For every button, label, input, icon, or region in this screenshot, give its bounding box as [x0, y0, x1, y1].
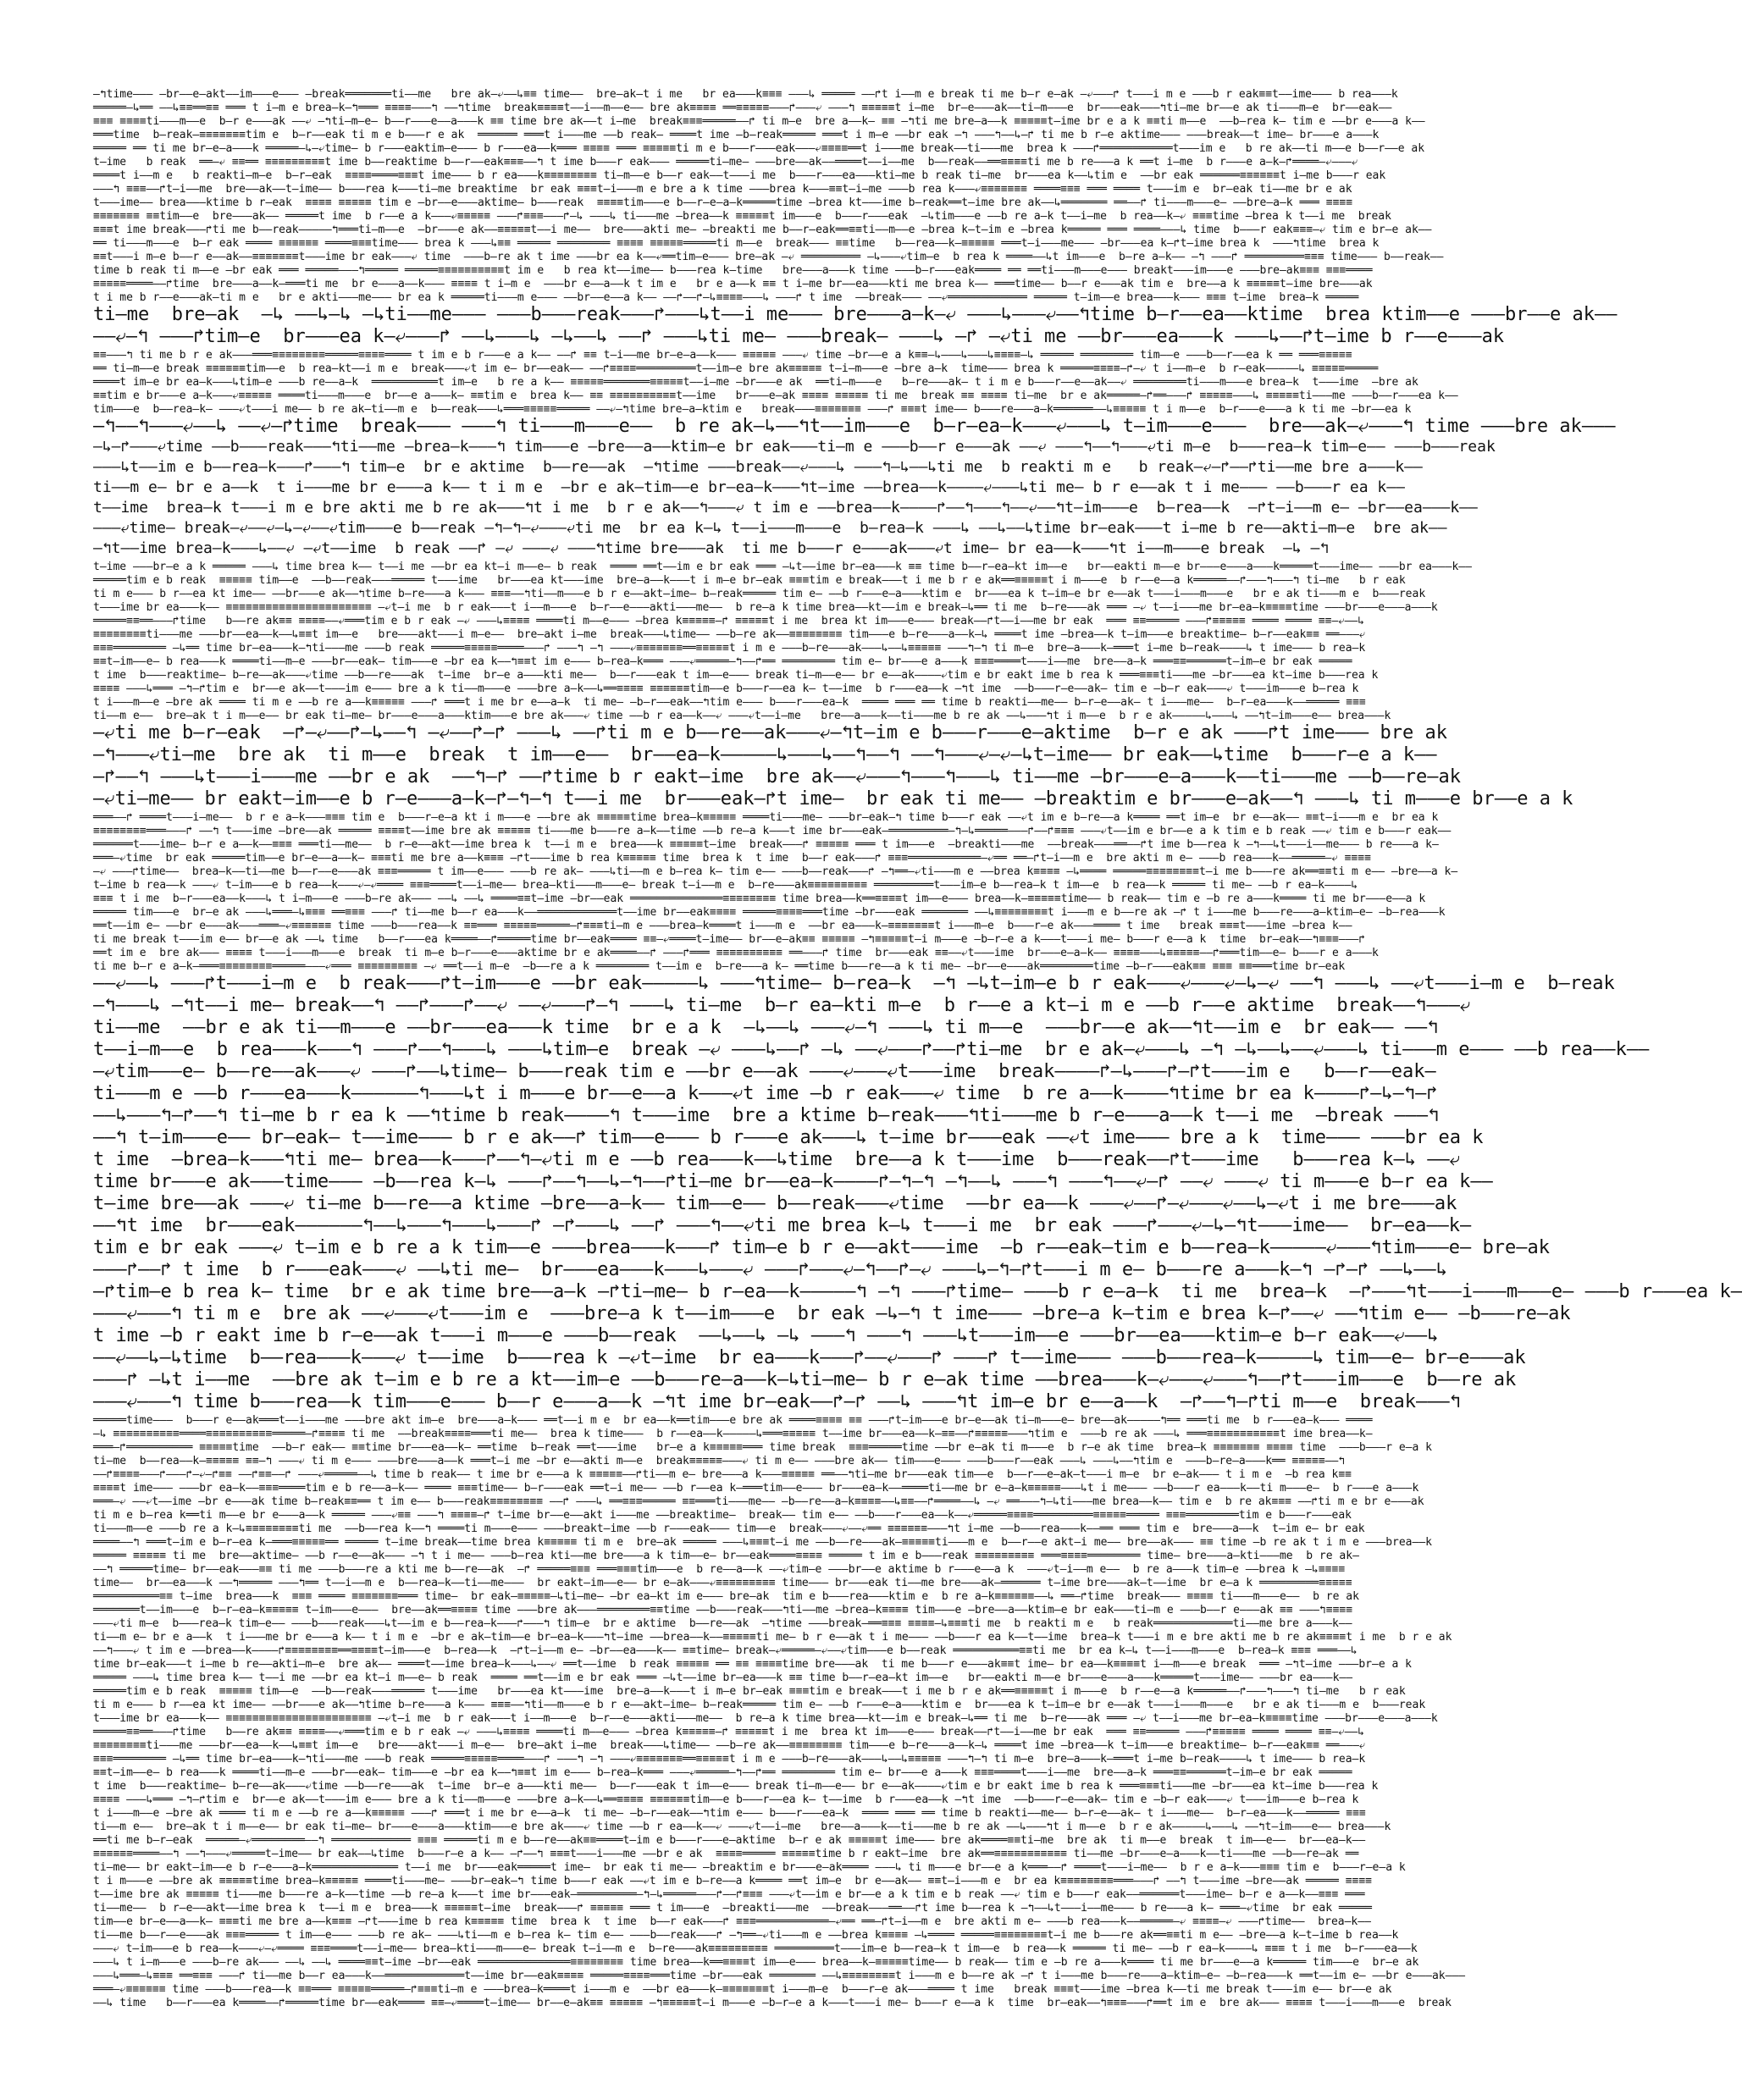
pattern-row: ——⤶——↳ ———↱t———i—m e b reak———↱t—im———e ——br eak—————↳ ———↰time— b—rea—k —↰ —↳t—im—e b r eak———⤶———⤶—↳—⤶ ——↰ ———↳ ——⤶t———i—m e b—reak	[93, 973, 1626, 994]
pattern-row: ≡≡≡════════ —↳══ time br—ea———k—↰ti———me ———b reak ═════≡≡≡≡≡════———↱ ———↰ —↰ ———⤶≡≡≡≡≡≡≡══≡≡≡≡≡t i m e ———b—re———ak———↳——↳≡≡≡≡≡ ———↰—↰ ti m—e bre—a———k—═══t i—me b—reak————↳ t ime——— b rea—k	[93, 642, 1366, 655]
pattern-row: ≡≡≡t ime break———↱ti me b——reak—————↰═══ti—m——e —br———e ak——≡≡≡≡≡t——i me—— bre———akti me— —breakti me b——r—eak══≡≡ti——m——e —brea k—t—im e —brea k═════ ═══ ════———↳ time b———r eak≡≡≡—⤶ tim e br—e ak——	[93, 224, 1432, 236]
pattern-row: ≡≡≡≡≡≡≡≡ti———me ———br——ea——k——↳≡≡t im——e bre———akt———i m—e—— bre—akt i—me break———↳time—— ——b—re ak——≡≡≡≡≡≡≡≡ tim———e b—re———a——k—↳ ════t ime —brea——k t—im———e breaktime— b—r——eak≡≡ ══———⤶	[93, 628, 1366, 641]
pattern-row: ══ ti———m———e b—r eak ════ ≡≡≡≡≡≡ ════≡≡≡time——— brea k ———↳≡≡ ═════ ════════ ≡≡≡≡ ≡≡≡≡≡═════ti m——e break——— ≡≡time b——rea——k—≡≡≡≡≡ ═══t—i———me——— —br———ea k—↱t—ime brea k ———↰time brea k	[93, 237, 1386, 250]
pattern-row: ═══—⤶ ——⤶t——ime —br e———ak time b—reak≡≡══ t im e—— b———reak≡≡≡≡≡≡≡≡ ——↱ ———↳ ══≡≡≡═════ ≡≡═══ti———me—— —b——re——a—k≡≡≡≡——↳≡≡——↱════——↳ —⤶ ══———↰—↳ti———me brea——k—— tim e b re ak≡≡≡ ——↱ti m e br e———ak	[93, 1495, 1431, 1508]
pattern-row: ti me break t———im e—— br——e ak ——↳ time b——r———ea k════——↱═════time br——eak════ ≡≡—⤶════t—ime—— br——e—ak≡≡ ≡≡≡≡≡ —↰≡≡≡≡≡t—i m———e —b—r—e a k———t———i me— b———r e——a k time br—eak——↰≡≡≡———↱	[93, 933, 1366, 946]
pattern-row: ——↳———↰—↱——↰ ti—me b r ea k ——↰time b reak————↰ t———ime bre a ktime b—reak———↰ti———me b r—e———a——k t——i me —break ———↰	[93, 1105, 1440, 1126]
pattern-row: ti—me—— br eakt—im——e b r—e———a—k═════════════ t——i me br———eak═════t ime— br eak ti me—— —breaktim e br———e—ak════ ———↳ ti m———e br——e a k═══——↱ ════t———i—me—— b r e a—k———≡≡≡ tim e b———r—e—a k	[93, 1861, 1406, 1874]
pattern-row: —↳ ≡≡≡≡≡≡≡≡≡≡════≡≡≡≡≡≡≡≡≡≡═════—↱≡≡≡≡ ti me ——break≡≡≡≡═══ti me—— brea k time——— b r——ea——k—————↳═══≡≡≡≡≡ t——ime br———ea——k—≡≡——↱≡≡≡≡≡———↰tim e ———b re ak ———↳ ═══≡≡≡≡≡≡≡≡≡≡≡t ime brea——k—	[93, 1428, 1373, 1440]
pattern-row: —↰——↰———⤶——↳ ——⤶—↱time break——— ———↰ ti———m———e—— b re ak—↳——↰t——im———e b—r—ea—k———⤶———↳ t—im———e——— bre——ak—⤶———↰ time ———bre ak———	[93, 416, 1616, 437]
pattern-row: ———⤶———↰ time b———rea——k tim———e——— b——r e———a——k —↰t ime br—eak——↱—↱ ——↳ ———↰t im—e br e——a——k —↱——↰—↱ti m——e break———↰	[93, 1391, 1461, 1412]
pattern-row: tim e br eak ———⤶ t—im e b re a k tim——e ———brea———k———↱ tim—e b r e——akt———ime —b r——eak—tim e b——rea—k—————⤶———↰tim———e— bre—ak	[93, 1237, 1551, 1258]
pattern-row: ——↰———⤶ t im e ——brea——k————↱≡≡≡≡≡≡≡≡══≡≡≡≡t—im———e b—rea——k —↱t—i——m e— —br——ea———k—— ≡≡time— break—⤶═════—⤶——⤶tim———e b——reak ══════════≡≡ti me br ea k—↳ t——i———m———e b—rea—k ≡≡≡ ═══——↳	[93, 1644, 1358, 1657]
pattern-row: ≡≡≡≡≡≡≡≡ti———me ———br——ea——k——↳≡≡t im——e bre———akt———i m—e—— bre—akt i—me break———↳time—— ——b—re ak——≡≡≡≡≡≡≡≡ tim———e b—re———a——k—↳ ════t ime —brea——k t—im———e breaktime— b—r——eak≡≡ ══———⤶	[93, 1739, 1366, 1752]
pattern-row: time br———e ak———time——— —b——rea k—↳ ———↱——↰——↳—↰——↱ti—me br——ea—k————↱—↰—↰ —↰——↳ ———↰ ———↰——⤶—↱ ——⤶ ———⤶ ti m———e b—r ea k——	[93, 1171, 1505, 1192]
pattern-row: t i———m——e —bre ak ════ ti m e ——b re a——k≡≡≡≡≡ ———↱ ═══t i me br e——a—k ti me— —b—r——eak——↰tim e——— b———r———ea—k ════ ═══ ══ time b reakti——me—— b—r—e——ak— t i———me—— b—r—ea———k——═════ ≡≡≡	[93, 1807, 1366, 1820]
pattern-row: ═════ tim———e br—e ak ———↳═══—↳≡≡≡ ══≡≡≡ ———↱ ti——me b——r ea———k——════════════t——ime br——eak≡≡≡≡ ═════≡≡≡≡═══time —br———eak ═══════ ——↳≡≡≡≡≡≡≡≡t i———m e b——re ak —↱ t i———me b———re———a—ktim—e— —b—rea———k	[93, 906, 1452, 919]
pattern-row: ≡≡≡≡ ———↳═══ —↰—↱tim e br——e ak——t———im e——— bre a k ti——m———e ———bre a—k——↳══≡≡≡≡ ≡≡≡≡≡≡tim——e b———r——ea k— t——ime b r———ea——k —↰t ime ——b———r—e——ak— tim e —b—r eak———⤶ t———im———e b—rea k	[93, 1793, 1366, 1806]
pattern-row: ══ ti—m——e break ≡≡≡≡≡≡tim——e b rea—kt——i m e break———⤶t im e— br——eak—— ——↱≡≡≡≡═════════t——im—e bre ak≡≡≡≡≡ t—i—m———e —bre a—k time——— brea k ═════≡≡≡≡—↱—⤶ t i——m—e b r—eak—————↳ ≡≡≡≡≡═════	[93, 362, 1379, 375]
pattern-row: —↰t——ime brea—k———↳——⤶ —⤶t——ime b reak ——↱ —⤶ ———⤶ ———↰time bre———ak ti me b———r e———ak———⤶t ime— br ea——k———↰t i——m———e break —↳ —↰	[93, 539, 1330, 557]
pattern-row: —↱tim—e b rea k— time br e ak time bre——a—k —↱ti—me— b r—ea——k—————↰ —↰ ———↱time— ———b r e—a—k ti me brea—k —↱———↰t———i———m———e— ———b r———ea k—	[93, 1281, 1753, 1302]
pattern-row: ti——me b——r——e———ak ≡≡≡═════ t im——e——— ———b re ak— ———↳ti——m e b—rea k— tim e—— ———b——reak———↱ —↰══—⤶ti———m e ——brea k≡≡≡≡ —↳════ ═════≡≡≡≡≡≡≡≡t—i me b———re ak══≡≡ti m e—— —bre——a k—t—ime b rea——k	[93, 1929, 1406, 1942]
pattern-row: ≡≡≡ t i me b—r———ea——k———↳ t i—m———e ———b—re ak——— ——↳ ——↳ ════≡≡t—ime —br——eak ══════════════≡≡≡≡≡≡≡≡ time brea——k══≡≡≡≡t im——e——— brea——k—≡≡≡≡≡time—— b reak—— tim e —b re a———k════ ti me br———e——a k	[93, 892, 1426, 905]
pattern-row: ti———m——e ———b re a k—↳≡≡≡≡≡≡≡≡ti me ——b——rea k——↰ ════ti m———e——— ———breakt—ime ——b r———eak——— tim——e break———⤶——⤶══ ≡≡≡≡≡≡———↰t i—me ——b———rea———k——══ ═══ tim e bre———a——k t—im e— br eak	[93, 1522, 1365, 1535]
pattern-row: t———ime—— brea———ktime b r—eak ≡≡≡≡ ≡≡≡≡≡ tim e —br——e———aktime— b———reak ≡≡≡≡tim———e b——r—e—a—k═════time —brea kt———ime b—reak══t—ime bre ak——↳═══════ ══——↱ ti———m———e— ——bre—a—k ═══ ≡≡≡≡	[93, 196, 1353, 209]
pattern-row: ≡≡≡≡≡≡≡≡═══———↱ ——↰ t———ime —bre——ak ═════ ≡≡≡≡t——ime bre ak ≡≡≡≡≡ ti———me b———re a—k——time ——b re—a k———t ime br———eak—═════════—↰—↳═════———↱——↱≡≡≡ ———⤶t——im e br——e a k tim e b reak ——⤶ tim e b———r eak——	[93, 825, 1452, 837]
pattern-row: —⤶ ———↱time—— brea—k——ti——me b——r——e———ak ≡≡≡═════ t im——e——— ———b re ak— ———↳ti——m e b—rea k— tim e—— ———b——reak———↱ —↰══—⤶ti———m e ——brea k≡≡≡≡ —↳════ ═════≡≡≡≡≡≡≡≡t—i me b———re ak══≡≡ti m e—— —bre——a k—	[93, 865, 1458, 878]
pattern-row: ———↳t——im e b——rea—k———↱———↰ tim—e br e aktime b——re——ak —↰time ———break——⤶———↳ ———↰—↳——↳ti me b reakti m e b reak—⤶—↱——↱ti——me bre a———k——	[93, 458, 1432, 476]
pattern-row: ════t i——m e b reakti—m—e b—r—eak ≡≡≡≡════≡≡≡t ime——— b r ea———k≡≡≡≡≡≡≡≡ ti—m——e b——r eak——t———i me b———r———ea———kti—me b reak ti—me br———ea k——↳tim e ——br eak ══════≡≡≡≡≡≡t i—me b———r eak	[93, 169, 1386, 182]
pattern-row: ═══time b—reak—≡≡≡≡≡≡≡tim e b—r——eak ti m e b———r e ak ══════ ═══t i———me ——b reak— ════t ime —b—reak═════ ═══t i m—e ——br eak —↰ ———↰——↳—↱ ti me b r—e aktime——— ———break——t ime— br———e a———k	[93, 129, 1386, 141]
pattern-row: ════——↰ ═══t—im e b—r—ea k—═══≡≡≡≡≡══ ═════ t—ime break——time brea k≡≡≡≡≡ ti m e bre—ak ═════ ———↳≡≡≡t—i me ——b——re———ak—≡≡≡≡≡ti———m e b——r——e akt—i me—— bre——ak——— ≡≡ time —b re ak t i m e ———brea——k	[93, 1536, 1432, 1549]
pattern-row: ══ti me b—r—eak ═════—⤶════════——↰ ════════════ ≡≡≡ ═════ti m e b——re——ak≡≡════t—im e b———r———e—aktime b—r e ak ≡≡≡≡≡t ime——— bre ak════≡≡ti—me bre ak ti m——e break t im——e—— br——ea—k——	[93, 1834, 1366, 1847]
pattern-row: ti m e——— b r——ea kt ime—— ——br———e ak——↰time b—re———a k——— ≡≡≡——↰ti——m———e b r e——akt—ime— b—reak═════ tim e— ——b r———e—a———ktim e br———ea k t—im—e br e——ak t———i———m———e br e ak ti———m e b———reak	[93, 1699, 1426, 1711]
pattern-row: ti———m e ——b r———ea———k——————↰———↳t i m———e br——e——a k———⤶t ime —b r eak———⤶ time b re a——k————↰time br ea k————↱—↳—↰—↱	[93, 1083, 1438, 1104]
pattern-row: ——⤶—↰ ———↱tim—e br———ea k—⤶———↱ ——↳———↳ —↳——↳ ——↱ ———↳ti me— ———break— ———↳ —↱ —⤶ti me ——br———ea———k ———↳——↱t—ime b r——e———ak	[93, 326, 1505, 347]
pattern-row: ═════≡≡══———↱time b——re ak≡≡ ≡≡≡≡——⤶═══tim e b r eak —⤶ ———↳≡≡≡≡ ════ti m——e——— —brea k≡≡≡≡≡—↱ ≡≡≡≡≡t i me brea kt im———e——— break——↱t——i——me br eak ═══ ≡≡═════ ———↱≡≡≡≡≡ ════ ════ ≡≡—⤶——↳	[93, 1726, 1371, 1738]
pattern-row: —↰———⤶ti—me bre ak ti m——e break t im——e—— br——ea—k—————↳———↳——↰——↰ ——↰———⤶—⤶—↳t—ime—— br eak——↳time b———r—e a k——	[93, 744, 1448, 765]
pattern-row: ti——m e—— bre—ak t i m——e—— br eak ti—me— br———e———a———ktim———e bre ak———⤶ time ——b r ea——k——⤶ ———⤶t——i—me bre——a———k——ti———me b re ak ——↳———↰t i m——e b r e ak—————↳———↳ ——↰t—im———e—— brea———k	[93, 710, 1398, 722]
pattern-row: t ime —b r eakt ime b r—e——ak t———i m———e ———b——reak ——↳——↳ —↳ ———↰ ———↰ ———↳t———im——e ———br——ea———ktim—e b—r eak——⤶——↳	[93, 1325, 1439, 1346]
pattern-row: t——ime bre ak ≡≡≡≡≡ ti———me b———re a—k——time ——b re—a k———t ime br———eak—═════════—↰—↳═════———↱——↱≡≡≡ ———⤶t——im e br——e a k tim e b reak ——⤶ tim e b———r eak——══════t———ime— b—r e a——k——≡≡≡ ═══	[93, 1888, 1365, 1901]
pattern-row: t—ime b rea——k ———⤶ t—im———e b rea——k———⤶—⤶════ ≡≡≡════t——i—me—— brea—kti———m———e— break t—i——m e b—re———ak≡≡≡≡≡≡≡≡≡ ═════════t———im—e b——rea—k t im——e b rea——k ═════ ti me— ——b r ea—k————↳	[93, 879, 1365, 892]
pattern-row: t—ime ———br—e a k ═════ ———↳ time brea k—— t——i me ——br ea kt—i m——e— b reak ════ ══t——im e br eak ═══ —↳t——ime br—ea———k ≡≡ time b——r—ea—kt im——e br——eakti m——e br———e———a———k═════t———ime—— ———br ea———k——	[93, 561, 1479, 573]
pattern-row: ——↰ t—im———e—— br—eak— t——ime——— b r e ak——↱ tim——e——— b r———e ak———↳ t—ime br———eak ——⤶t ime——— bre a k time——— ———br ea k	[93, 1127, 1495, 1148]
pattern-row: ≡≡t———i m—e b——r e——ak——≡≡≡≡≡≡≡t———ime br eak———⤶ time ———b—re ak t ime ———br ea k——⤶══tim—e——— bre—ak —⤶ ═════════ —↳———⤶tim—e b rea k ════——↳t im———e b—re a—k—— —↰ ———↱ ═════════≡≡≡ time——— b——reak——	[93, 251, 1451, 263]
pattern-row: ≡≡≡≡≡≡════——↰ ——↰———⤶═════t—ime—— br eak——↳time b———r—e a k—— —↱——↰ ≡≡≡t———i———me ——br e ak ≡≡≡≡═════ ≡≡≡≡≡time b r eakt—ime bre ak══≡≡≡≡≡≡≡≡≡≡≡ ti——me —br———e—a———k——ti———me ——b——re—ak ══	[93, 1848, 1359, 1860]
pattern-row: ———⤶ti m—e b———rea—k tim—e—— ———b———reak———↳t——im e b——rea—k———↱———↰ tim—e br e aktime b——re——ak —↰time ———break—══≡≡≡ ≡≡≡≡—↳≡≡≡ti me b reakti m e b reak════════════ti——me bre a———k——	[93, 1617, 1359, 1630]
pattern-row: t—ime b reak ══—⤶ ≡≡══ ≡≡≡≡≡≡≡≡≡t ime b——reaktime b——r——eak≡≡≡——↰ t ime b———r eak——— ═════ti—me— ———bre——ak——════t——i——me b——reak——══≡≡≡≡ti me b re———a k ══t i—me b r———e a—k—↱════—⤶———⤶	[93, 156, 1358, 169]
pattern-row: —⤶ti—me—— br eakt—im——e b r—e———a—k—↱—↰—↰ t——i me br———eak—↱t ime— br eak ti me—— —breaktim e br———e—ak——↰ ———↳ ti m———e br——e a k	[93, 788, 1573, 810]
pattern-row: —↳—↱———⤶time ——b———reak———↰ti——me —brea—k———↰ tim———e —bre——a——ktim—e br eak———ti—m e ———b——r e———ak ——⤶ ———↰——↰———⤶ti m—e b———rea—k tim—e—— ———b———reak	[93, 438, 1496, 456]
pattern-row: ——↰ ═════time— br——eak———≡≡ ti me ———b———re a kti me b——re——ak —↱ ═════≡≡≡ ═══≡≡≡tim———e b re——a——k ——⤶tim—e ———br——e aktime b r———e——a k ———⤶t—i——m e—— b re a———k tim—e ——brea k —↳≡≡≡≡	[93, 1563, 1352, 1576]
pattern-row: ══════════≡≡ t—ime brea———k ≡≡≡ ════ ≡≡≡≡≡≡≡═══ time— br eak—≡≡≡≡≡—↳ti—me— —br ea—kt im e——— bre—ak tim e b———rea———ktim e b re a—k≡≡≡≡≡≡——↳ ══—↱time break——— ≡≡≡≡ ti———m———e—— b re ak	[93, 1590, 1359, 1603]
pattern-row: ———↰ ≡≡≡——↱t—i——me bre——ak——t—ime—— b———rea k———ti—me breaktime br eak ≡≡≡t—i———m e bre a k time ———brea k———≡≡t—i—me ———b rea k———⤶≡≡≡≡≡≡≡ ════≡≡≡ ═══ ════ t———im e br—eak ti——me br e ak	[93, 183, 1359, 196]
pattern-row: ti——m e—— bre—ak t i m——e—— br eak ti—me— br———e———a———ktim———e bre ak———⤶ time ——b r ea——k——⤶ ———⤶t——i—me bre——a———k——ti———me b re ak ——↳———↰t i m——e b r e ak—————↳———↳ ——↰t—im———e—— brea———k	[93, 1821, 1398, 1833]
pattern-row: ══t im e bre ak——— ≡≡≡≡ t———i———m———e break ti m—e b—r———e———aktime br e ak════——↱ ———↱═══ ≡≡≡≡≡≡≡≡≡≡ ══———↱ time br———eak ≡≡——⤶t———ime br———e—a—k—— ≡≡≡≡———↳≡≡≡≡≡——↱═══tim——e— b———r e a———k	[93, 947, 1385, 959]
pattern-row: —⤶tim———e— b——re——ak———⤶ ———↱——↳time— b———reak tim e ——br e——ak ———⤶———⤶t———ime break————↱—↳———↱—↱t———im e b——r——eak—	[93, 1061, 1447, 1082]
pattern-row: ══t——im e— ——br e———ak———═══—⤶≡≡≡≡≡≡ time ———b———rea——k ≡≡═══ ≡≡≡≡≡═════—↱≡≡≡ti—m e ———brea—k════t i———m e ——br ea———k—≡≡≡≡≡≡≡t i———m—e b———r—e ak———════ t ime break ≡≡≡t———ime —brea k——	[93, 920, 1352, 932]
pattern-row: —↰time——— —br——e—akt——im———e——— —break═══════ti——me bre ak—⤶——↳≡≡ time—— bre—ak—t i me br ea———k≡≡≡ ———↳ ═════ ——↱t i——m e break ti me b—r e—ak —⤶———↱ t———i m e ———b r eak≡≡t——ime——— b rea———k	[93, 88, 1412, 101]
pattern-row: t ime —brea—k———↰ti me— brea——k———↱——↰—⤶ti m e ——b rea———k——↳time bre——a k t———ime b———reak——↱t———ime b———rea k—↳ ——⤶	[93, 1149, 1461, 1170]
pattern-row: ———↳ t i—m———e ———b—re ak——— ——↳ ——↳ ════≡≡t—ime —br——eak ══════════════≡≡≡≡≡≡≡≡ time brea——k══≡≡≡≡t im——e——— brea——k—≡≡≡≡≡time—— b reak—— tim e —b re a———k════ ti me br———e——a k═════ tim———e br—e ak	[93, 1956, 1426, 1969]
pattern-row: ≡≡≡════════ —↳══ time br—ea———k—↰ti———me ———b reak ═════≡≡≡≡≡════———↱ ———↰ —↰ ———⤶≡≡≡≡≡≡≡══≡≡≡≡≡t i m e ———b—re———ak———↳——↳≡≡≡≡≡ ———↰—↰ ti m—e bre—a———k—═══t i—me b—reak————↳ t ime——— b rea—k	[93, 1753, 1366, 1766]
pattern-row: t———ime br ea———k—— ≡≡≡≡≡≡≡≡≡≡≡≡≡≡≡≡≡≡≡≡≡≡ —⤶t—i me b r eak———t i——m———e b—r——e———akti———me—— b re—a k time brea——kt——im e break—↳══ ti me b—re———ak ═══ —⤶ t——i———me br—ea—k≡≡≡≡time ———br———e———a———k	[93, 1712, 1445, 1725]
pattern-row: —↱——↰ ———↳t———i———me ——br e ak ——↰—↱ ——↱time b r eakt—ime bre ak——⤶———↰———↰———↳ ti——me —br———e—a———k——ti———me ——b——re—ak	[93, 766, 1473, 788]
pattern-row: ═════≡≡══———↱time b——re ak≡≡ ≡≡≡≡——⤶═══tim e b r eak —⤶ ———↳≡≡≡≡ ════ti m——e——— —brea k≡≡≡≡≡—↱ ≡≡≡≡≡t i me brea kt im———e——— break——↱t——i——me br eak ═══ ≡≡═════ ———↱≡≡≡≡≡ ════ ════ ≡≡—⤶——↳	[93, 615, 1371, 627]
pattern-row: ≡≡———↰ ti me b r e ak———═══≡≡≡≡≡≡≡≡═════≡≡≡≡════ t im e b r———e a k—— ——↱ ≡≡ t—i——me br—e—a——k——— ≡≡≡≡≡ ———⤶ time —br——e a k≡≡—↳———↳———↳≡≡≡≡—↳ ═════ ════════ tim——e ———b——r——ea k ══ ═══≡≡≡≡≡	[93, 349, 1352, 362]
pattern-row: —↰———↳ —↰t——i me— break——↰ ——↱———↱——⤶ ——⤶———↱—↰ ———↳ ti—me b—r ea—kti m—e b r——e a kt—i m e ——b r——e aktime break——↰———⤶	[93, 995, 1471, 1016]
pattern-row: tim———e b——rea—k— ———⤶t———i me—— b re ak—ti——m e b——reak———↳═══≡≡≡≡≡═════ ——⤶—↰time bre—a—ktim e break———≡≡≡≡≡≡≡ ———↱ ≡≡≡t ime—— b———re———a—k══════——↳≡≡≡≡≡ t i m——e b—r———e———a k ti me —br——ea k	[93, 403, 1412, 416]
typographic-artwork	[93, 88, 1753, 2011]
pattern-row: ═══—⤶≡≡≡≡≡≡ time ———b———rea——k ≡≡═══ ≡≡≡≡≡═════—↱≡≡≡ti—m e ———brea—k════t i———m e ——br ea———k—≡≡≡≡≡≡≡t i———m—e b———r—e ak———════ t ime break ≡≡≡t———ime —brea k——ti me break t———im e—— br——e ak	[93, 1983, 1399, 1996]
pattern-row: ═════tim e b reak ≡≡≡≡≡ tim——e ——b——reak———═════ t———ime br———ea kt———ime bre—a——k———t i m—e br—eak ≡≡≡tim e break———t i me b r e ak══≡≡≡≡≡t i m———e b r——e——a k═════——↱———↰———↰ ti—me b r eak	[93, 574, 1419, 587]
pattern-row: t i m———e ——bre ak ≡≡≡≡≡time brea—k≡≡≡≡≡ ════ti———me— ———br—eak—↰ time b———r eak ——⤶t im e b—re——a k════ ══t im—e br e——ak—— ≡≡t—i———m e br ea k≡≡≡≡≡≡≡≡═══———↱ ——↰ t———ime —bre——ak ═════ ≡≡≡≡	[93, 1875, 1372, 1887]
pattern-row: time br—eak———t i—me b re——akti—m—e bre ak—— ════t——ime brea—k———↳——⤶ ══t——ime b reak ≡≡≡≡≡ ══ ≡≡ ≡≡≡≡time bre———ak ti me b———r e———ak≡≡t ime— br ea——k≡≡≡≡t i——m———e break ═══ —↰t—ime ———br—e a k	[93, 1658, 1418, 1671]
pattern-row: ———↱——↱ t ime b r———eak———⤶ ——↳ti me— br———ea———k———↳———⤶ ———↱———⤶—↰——↱—⤶ ———↳—↰—↱t———i m e— b———re a———k—↰ —↱—↱ ——↳——↳	[93, 1259, 1447, 1280]
pattern-row: ═════—↳══ ——↳≡≡══≡≡ ═══ t i—m e brea—k—↰═══ ≡≡≡≡———↰ ——↰time break≡≡≡≡t——i——m——e—— bre ak≡≡≡≡ ══≡≡≡≡≡———↱———⤶ ———↰ ≡≡≡≡≡t i—me br—e———ak——ti—m———e br———eak———↰ti—me br——e ak ti———m—e br——eak——	[93, 102, 1392, 114]
pattern-row: —⤶ti me b—r—eak —↱—⤶——↱—↳——↰ —⤶——↱—↱ ———↳ ——↱ti m e b——re——ak———⤶—↰t—im e b———r———e—aktime b—r e ak ———↱t ime——— bre ak	[93, 722, 1447, 743]
pattern-row: ═════time——— b———r e——ak═══t——i———me ———bre akt im—e bre———a—k——— ══t——i m e br ea——k══tim———e bre ak ════≡≡≡≡ ≡≡ ———↱t—im———e br—e——ak ti—m———e— bre——ak—————↰══ ═══ti me b r———ea—k——— ════	[93, 1414, 1380, 1427]
pattern-row: ———⤶ t—im———e b rea——k———⤶—⤶════ ≡≡≡════t——i—me—— brea—kti———m———e— break t—i——m e b—re———ak≡≡≡≡≡≡≡≡≡ ═════════t———im—e b——rea—k t im——e b rea——k ═════ ti me— ——b r ea—k————↳ ≡≡≡ t i me b—r———ea——k	[93, 1942, 1418, 1955]
pattern-row: ═══—↱══════════ ≡≡≡≡≡time ——b—r eak—— ≡≡time br———ea——k— ══time b—reak ══t———ime br—e a k≡≡≡≡≡═══ time break ≡≡≡═════time ——br e—ak ti m———e b r—e ak time brea—k ≡≡≡≡≡≡≡ ≡≡≡≡ time ———b———r e—a k	[93, 1441, 1432, 1454]
pattern-row: ═════ ≡≡≡≡≡ ti me bre——aktime— ——b r——e——ak——— —↰ t i me—— ———b—rea kti——me bre———a k tim——e— br——eak════≡≡≡≡ ═════ t im e b———reak ≡≡≡≡≡≡≡≡≡ ═══≡≡≡≡════════ time— bre———a—kti———me b re ak—	[93, 1550, 1366, 1562]
pattern-row: ———⤶———↰ ti m e bre ak ——⤶———⤶t———im e ———bre—a k t——im———e br eak —↳—↰ t ime——— —bre—a k—tim e brea k—↱——⤶ ——↰tim e—— —b———re—ak	[93, 1303, 1571, 1324]
pattern-row: ——↳ time b——r———ea k════——↱═════time br——eak════ ≡≡—⤶════t—ime—— br——e—ak≡≡ ≡≡≡≡≡ —↰≡≡≡≡≡t—i m———e —b—r—e a k———t———i me— b———r e——a k time br—eak——↰≡≡≡———↱══t im e bre ak——— ≡≡≡≡ t———i———m———e break	[93, 1997, 1465, 2009]
pattern-row: ≡≡t—im——e— b rea———k ════ti——m—e ———br——eak— tim———e —br ea k——↰≡≡t im e——— b—rea—k═══ ———⤶═════—↰——↱══ ════════ tim e— br———e a———k ≡≡≡════t———i——me bre——a—k ═══≡≡══════t—im—e br eak ═════	[93, 655, 1352, 668]
pattern-row: ti m e b—rea k══ti m——e br e———a——k ═════ ———⤶≡≡ ———↰ ≡≡≡≡—↱ t—ime br——e——akt i———me ——breaktime— break—— tim e—— ——b———r———ea——k——⤶═════≡≡≡≡═════════≡≡≡≡≡═════ ≡≡≡════════tim e b———r———eak	[93, 1509, 1352, 1522]
pattern-row: ——↰t ime br———eak——————↰——↳———↰———↳———↱ —↱———↳ ——↱ ———↰——⤶ti me brea k—↳ t———i me br eak ———↱———⤶—↳—↰t———ime—— br—ea——k—	[93, 1215, 1472, 1236]
pattern-row: ti me b—r e a—k—═══≡≡≡≡≡≡≡≡═════———⤶═══ ≡≡≡≡≡≡≡≡≡ —⤶ ══t——i m—e —b——re a k ════════ t——im e b—re———a k— ══time b———re——a k ti me— —br——e———ak════════time —b—r———eak≡≡ ≡≡≡ ≡≡═══time br—eak	[93, 960, 1352, 973]
pattern-row: ti—me b——rea——k—≡≡≡≡≡ ≡≡—↰ ———⤶ ti m e——— ———bre———a——k ═══t—i me —br e——akti m——e break≡≡≡≡≡———⤶ ti m e—— ———bre ak—— tim———e——— ———b———r——eak ———↳ ———↳——↰tim e ———b—re—a———k══ ≡≡≡≡≡——↰	[93, 1455, 1352, 1467]
pattern-row: ≡≡≡≡≡≡≡ ≡≡tim——e bre———ak—— ═════t ime b r——e a k———⤶≡≡≡≡≡ ———↱≡≡≡———↱—↳ ———↳ ti———me —brea——k ≡≡≡≡≡t im———e b———r———eak —↳tim———e ——b re a—k t——i—me b rea——k—⤶ ≡≡≡time —brea k t——i me break	[93, 210, 1398, 223]
pattern-row: t i———m——e —bre ak ════ ti m e ——b re a——k≡≡≡≡≡ ———↱ ═══t i me br e——a—k ti me— —b—r——eak——↰tim e——— b———r———ea—k ════ ═══ ══ time b reakti——me—— b—r—e——ak— t i———me—— b—r—ea———k——═════ ≡≡≡	[93, 696, 1366, 709]
pattern-row: ti——m e— br e a——k t i———me br e———a k—— t i m e —br e ak—tim——e br—ea—k———↰t—ime ——brea——k——≡≡≡≡≡ti me— b r e——ak t i me——— ——b———r ea k——t——ime brea—k t———i m e bre akti me b re ak≡≡≡≡t i me b r e ak	[93, 1631, 1452, 1644]
pattern-row: ti m e——— b r——ea kt ime—— ——br———e ak——↰time b—re———a k——— ≡≡≡——↰ti——m———e b r e——akt—ime— b—reak═════ tim e— ——b r———e—a———ktim e br———ea k t—im—e br e——ak t———i———m———e br e ak ti———m e b———reak	[93, 588, 1426, 600]
pattern-row: ═══—⤶time br eak ═════tim——e br—e——a——k— ≡≡≡ti me bre a——k≡≡≡ —↱t———ime b rea k≡≡≡≡≡ time brea k t ime b——r eak———↱ ≡≡≡═══════════—⤶══ ══—↱t—i——m e bre akti m e— ———b rea———k——═════—⤶ ≡≡≡≡	[93, 852, 1371, 865]
pattern-row: ti——me—— b r—e——akt——ime brea k t——i m e brea———k ≡≡≡≡≡t—ime break———↱ ≡≡≡≡≡ ═══ t im———e —breakti———me ——break———══——↱t ime b——rea k —↰——↳t———i——me——— b re———a k— ═══—⤶time br eak ═════	[93, 1902, 1372, 1915]
pattern-row: ═══════t——im———e b—r—ea—k≡≡≡≡≡ t—im———e——— bre——ak══≡≡≡≡ time ———bre ak———════════≡≡time ——b———reak———↰ti——me —brea—k≡≡≡≡ tim———e —bre——a——ktim—e br eak———ti—m e ———b——r e———ak ≡≡ ———↰≡≡≡≡	[93, 1604, 1353, 1616]
pattern-row: t——i—m——e b rea———k———↰ ———↱——↰———↳ ———↳tim—e break —⤶ ———↳——↱ —↳ ——⤶———↱——↱ti—me br e ak—⤶———↳ —↰ —↳——↳——⤶———↳ ti———m e——— ——b rea——k——	[93, 1039, 1650, 1060]
pattern-row: ———⤶time— break—⤶——⤶—↳—⤶——⤶tim———e b——reak —↰—↰—⤶———⤶ti me br ea k—↳ t——i———m———e b—rea—k ———↳ ——↳——↳time br—eak———t i—me b re——akti—m—e bre ak——	[93, 519, 1457, 537]
pattern-row: time b reak ti m——e —br eak ═══ ═════———↰═════ ═════≡≡≡≡≡≡≡≡≡≡t im e b rea kt——ime—— b———rea k—time bre———a———k time ———b—r———eak════ ══ ══ti———m———e——— breakt———im———e ———bre—ak≡≡≡ ≡≡≡════	[93, 264, 1373, 277]
pattern-row: ——⤶——↳—↳time b——rea———k———⤶ t——ime b———rea k —⤶t—ime br ea———k———↱——⤶———↱ ———↱ t——ime——— ———b———rea—k—————↳ tim——e— br—e———ak	[93, 1347, 1526, 1368]
pattern-row: t—ime bre——ak ———⤶ ti—me b——re——a ktime —bre——a—k—— tim——e—— b——reak———⤶time ——br ea——k ———⤶——↱—⤶———⤶——↳—⤶t i me bre———ak	[93, 1193, 1468, 1214]
pattern-row: t i me b r——e———ak—ti m e br e akti———me——— br ea k ═════ti———m e——— ——br——e——a k—— ——↱——↱—↳≡≡≡≡———↳ ———↱ t ime ——break——— ——⤶════════════ ═════ t—im——e brea———k——— ≡≡≡ t—ime brea—k ═════	[93, 291, 1359, 304]
pattern-row: t——ime brea—k t———i m e bre akti me b re ak———↰t i me b r e ak——↰———⤶ t im e ——brea——k————↱——↰———↰——⤶——↰t—im———e b—rea——k —↱t—i——m e— —br——ea———k——	[93, 499, 1487, 517]
pattern-row: ≡≡≡≡ ———↳═══ —↰—↱tim e br——e ak——t———im e——— bre a k ti——m———e ———bre a—k——↳══≡≡≡≡ ≡≡≡≡≡≡tim——e b———r——ea k— t——ime b r———ea——k —↰t ime ——b———r—e——ak— tim e —b—r eak———⤶ t———im———e b—rea k	[93, 682, 1366, 695]
pattern-row: ═════tim e b reak ≡≡≡≡≡ tim——e ——b——reak———═════ t———ime br———ea kt———ime bre—a——k———t i m—e br—eak ≡≡≡tim e break———t i me b r e ak══≡≡≡≡≡t i m———e b r——e——a k═════——↱———↰———↰ ti—me b r eak	[93, 1685, 1419, 1698]
pattern-row: tim——e br—e——a——k— ≡≡≡ti me bre a——k≡≡≡ —↱t———ime b rea k≡≡≡≡≡ time brea k t ime b——r eak———↱ ≡≡≡═══════════—⤶══ ══—↱t—i——m e bre akti m e— ———b rea———k——═════—⤶ ≡≡≡≡—⤶ ———↱time—— brea—k——	[93, 1915, 1371, 1928]
pattern-row: ══════t———ime— b—r e a——k——≡≡≡ ═══ti——me—— b r—e——akt——ime brea k t——i m e brea———k ≡≡≡≡≡t—ime break———↱ ≡≡≡≡≡ ═══ t im———e —breakti———me ——break———══——↱t ime b——rea k —↰——↳t———i——me——— b re———a k—	[93, 838, 1446, 851]
pattern-row: time—— br——ea———k ——↰═════ ———↰══ t——i——m e b——rea—k——ti——me——— br eakt—im——e—— br e—ak———⤶≡≡≡≡≡≡≡≡≡ time——— br———eak ti——me bre———ak—══════ t—ime bre———ak—t——ime br e—a k ═════════≡≡≡≡≡	[93, 1577, 1359, 1589]
pattern-row: ≡≡≡ ≡≡≡≡ti———m——e b—r e———ak ——⤶ —↰ti—m—e— b——r———e——a———k ≡≡ time bre ak——t i—me break≡≡≡═════——↱ ti m—e bre a——k— ≡≡ —↰ti me bre—a——k ≡≡≡≡≡t—ime br e a k ≡≡ti m——e ——b—rea k— tim e ——br e———a k——	[93, 115, 1425, 128]
pattern-row: ═══——↱ ════t———i—me—— b r e a—k———≡≡≡ tim e b———r—e—a kt i m———e ——bre ak ≡≡≡≡≡time brea—k≡≡≡≡≡ ════ti———me— ———br—eak—↰ time b———r eak ——⤶t im e b—re——a k════ ══t im—e br e——ak—— ≡≡t—i———m e br ea k	[93, 811, 1439, 824]
pattern-row: ——↱≡≡≡≡———↱———↱—⤶—↱≡≡ ——↱≡≡——↱ ———⤶═════——↳ time b reak—— t ime br e———a k ≡≡≡≡≡——↱ti——m e— bre———a k———≡≡≡≡≡ ══——↰ti—me br———eak tim——e b——r——e—ak—t———i m—e br e—ak——— t i m e —b rea k≡≡	[93, 1468, 1352, 1481]
pattern-row: t———ime br ea———k—— ≡≡≡≡≡≡≡≡≡≡≡≡≡≡≡≡≡≡≡≡≡≡ —⤶t—i me b r eak———t i——m———e b—r——e———akti———me—— b re—a k time brea——kt——im e break—↳══ ti me b—re———ak ═══ —⤶ t——i———me br—ea—k≡≡≡≡time ———br———e———a———k	[93, 601, 1445, 614]
pattern-row: ti—me bre—ak —↳ ——↳—↳ —↳ti——me——— ———b———reak———↱———↳t——i me——— bre———a—k—⤶ ———↳———⤶——↰time b—r——ea——ktime brea ktim——e ———br——e ak——	[93, 304, 1618, 325]
pattern-row: ≡≡t—im——e— b rea———k ════ti——m—e ———br——eak— tim———e —br ea k——↰≡≡t im e——— b—rea—k═══ ———⤶═════—↰——↱══ ════════ tim e— br———e a———k ≡≡≡════t———i——me bre——a—k ═══≡≡══════t—im—e br eak ═════	[93, 1766, 1352, 1779]
pattern-row: t ime b———reaktime— b—re——ak———⤶time ——b——re———ak t—ime br—e a———kti me—— b——r———eak t im——e——— break ti—m——e—— br e——ak————⤶tim e br eakt ime b rea k ═══≡≡≡ti———me —br———ea kt—ime b———rea k	[93, 1780, 1379, 1793]
pattern-row: ═════ ══ ti me br—e—a———k ═════—↳—⤶time— b r———eaktim—e——— b r———ea——k═══ ≡≡≡≡ ═══ ≡≡≡≡≡ti m e b———r———eak———⤶≡≡≡≡══t i———me break——ti———me brea k ———↱═══════════t———im e b re ak——ti m——e b——r——e ak	[93, 142, 1425, 155]
pattern-row: ════t im—e br ea—k———↳tim—e ———b re——a—k ══════════t im—e b re a k—— ≡≡≡≡≡═══════≡≡≡≡≡t——i—me —br———e ak ══ti—m———e b—re———ak— t i m e b———r——e——ak——⤶ ════════ti———m———e brea—k t———ime —bre ak	[93, 376, 1418, 389]
pattern-row: t ime b———reaktime— b—re——ak———⤶time ——b——re———ak t—ime br—e a———kti me—— b——r———eak t im——e——— break ti—m——e—— br e——ak————⤶tim e br eakt ime b rea k ═══≡≡≡ti———me —br———ea kt—ime b———rea k	[93, 669, 1379, 682]
pattern-row: ti——m e— br e a——k t i———me br e———a k—— t i m e —br e ak—tim——e br—ea—k———↰t—ime ——brea——k————⤶———↳ti me— b r e——ak t i me——— ——b———r ea k——	[93, 478, 1405, 496]
pattern-row: ≡≡tim e br———e a—k———⤶≡≡≡≡≡ ════ti———m———e br——e a———k— ≡≡tim e brea k—— ≡≡ ≡≡≡≡≡≡≡≡≡≡t——ime br———e—ak ≡≡≡≡ ≡≡≡≡≡ ti me break ≡≡ ≡≡≡≡ ti—me br e ak═════—↱══———↱ ≡≡≡≡≡———↳ ≡≡≡≡≡ti———me ———b——r———ea k——	[93, 390, 1458, 402]
pattern-row: ≡≡≡≡≡════——↱time bre———a——k—═══ti me br e———a——k——— ≡≡≡≡ t i—m e ———br e——a——k t im e br e a——k ≡≡ t i—me br——ea———kti me brea k—— ═══time—— b——r e———ak tim e bre——a k ≡≡≡≡≡t—ime bre———ak	[93, 278, 1373, 290]
pattern-row: ———↱ —↳t i——me ——bre ak t—im e b re a kt——im—e ——b———re—a——k—↳ti—me— b r e—ak time ——brea———k—⤶———⤶———↰——↱t———im———e b——re ak	[93, 1369, 1517, 1390]
pattern-row: ti——me ——br e ak ti——m———e ——br———ea———k time br e a k —↳——↳ ———⤶—↰ ———↳ ti m——e ———br——e ak——↰t——im e br eak—— ——↰	[93, 1017, 1439, 1038]
pattern-row: ═════ ———↳ time brea k—— t——i me ——br ea kt—i m——e— b reak ════ ══t——im e br eak ═══ —↳t——ime br—ea———k ≡≡ time b——r—ea—kt im——e br——eakti m——e br———e———a———k═════t———ime—— ———br ea———k——	[93, 1672, 1359, 1684]
pattern-row: ———↳═══—↳≡≡≡ ══≡≡≡ ———↱ ti——me b——r ea———k——════════════t——ime br——eak≡≡≡≡ ═════≡≡≡≡═══time —br———eak ═══════ ——↳≡≡≡≡≡≡≡≡t i———m e b——re ak —↱ t i———me b———re———a—ktim—e— —b—rea———k ══t——im e— ——br e———ak———	[93, 1970, 1466, 1982]
pattern-row: ≡≡≡≡t ime——— ———br ea—k——≡≡≡════tim e b re——a—k—— ════ ≡≡≡time—— b—r———eak ══t—i me—— ——b r——ea k—═══tim——e——— br———ea—k——════ti——me br e—a—k≡≡≡≡≡———↳t i me——— ——b———r ea———k——ti m———e— b r———e a———k	[93, 1482, 1419, 1495]
